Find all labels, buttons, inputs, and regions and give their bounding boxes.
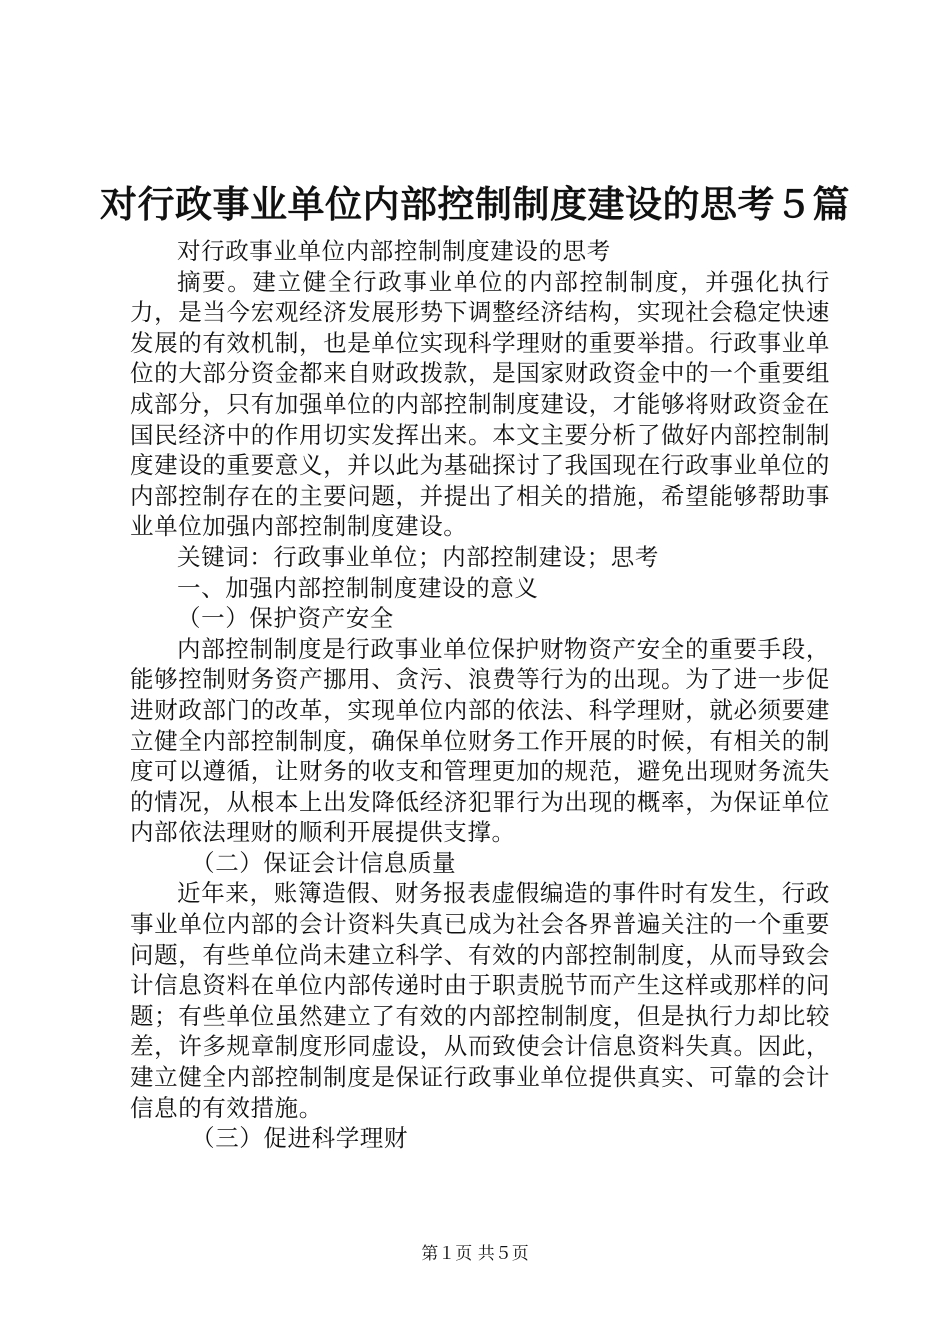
paragraph: 关键词：行政事业单位；内部控制建设；思考 — [177, 542, 659, 571]
paragraph: 对行政事业单位内部控制制度建设的思考 — [177, 237, 611, 265]
paragraph: （三）促进科学理财 — [191, 1124, 408, 1153]
paragraph: （二）保证会计信息质量 — [191, 848, 457, 877]
paragraph: 近年来，账簿造假、财务报表虚假编造的事件时有发生，行政事业单位内部的会计资料失真已成为社会各界普遍关注的一个重要问题，有些单位尚未建立科学、有效的内部控制制度，从而导致会计信息资料在单位内部传递时由于职责脱节而产生这样或那样的问题；有些单位虽然建立了有效的内部控制制度，但是执行力却比较差，许多规章制度形同虚设，从而致使会计信息资料失真。因此，建立健全内部控制制度是保证行政事业单位提供真实、可靠的会计信息的有效措施。 — [130, 879, 830, 1122]
page-footer: 第１页 共５页 — [421, 1244, 529, 1264]
paragraph: （一）保护资产安全 — [177, 604, 394, 633]
paragraph: 摘要。建立健全行政事业单位的内部控制制度，并强化执行力，是当今宏观经济发展形势下调整经济结构，实现社会稳定快速发展的有效机制，也是单位实现科学理财的重要举措。行政事业单位的大部分资金都来自财政拨款，是国家财政资金中的一个重要组成部分，只有加强单位的内部控制制度建设，才能够将财政资金在国民经济中的作用切实发挥出来。本文主要分析了做好内部控制制度建设的重要意义，并以此为基础探讨了我国现在行政事业单位的内部控制存在的主要问题，并提出了相关的措施，希望能够帮助事业单位加强内部控制制度建设。 — [130, 267, 830, 541]
document-title: 对行政事业单位内部控制制度建设的思考５篇 — [100, 183, 850, 226]
paragraph: 一、加强内部控制制度建设的意义 — [177, 573, 539, 602]
paragraph: 内部控制制度是行政事业单位保护财物资产安全的重要手段，能够控制财务资产挪用、贪污、浪费等行为的出现。为了进一步促进财政部门的改革，实现单位内部的依法、科学理财，就必须要建立健全内部控制制度，确保单位财务工作开展的时候，有相关的制度可以遵循，让财务的收支和管理更加的规范，避免出现财务流失的情况，从根本上出发降低经济犯罪行为出现的概率，为保证单位内部依法理财的顺利开展提供支撑。 — [130, 634, 830, 847]
document-body — [130, 236, 830, 1154]
